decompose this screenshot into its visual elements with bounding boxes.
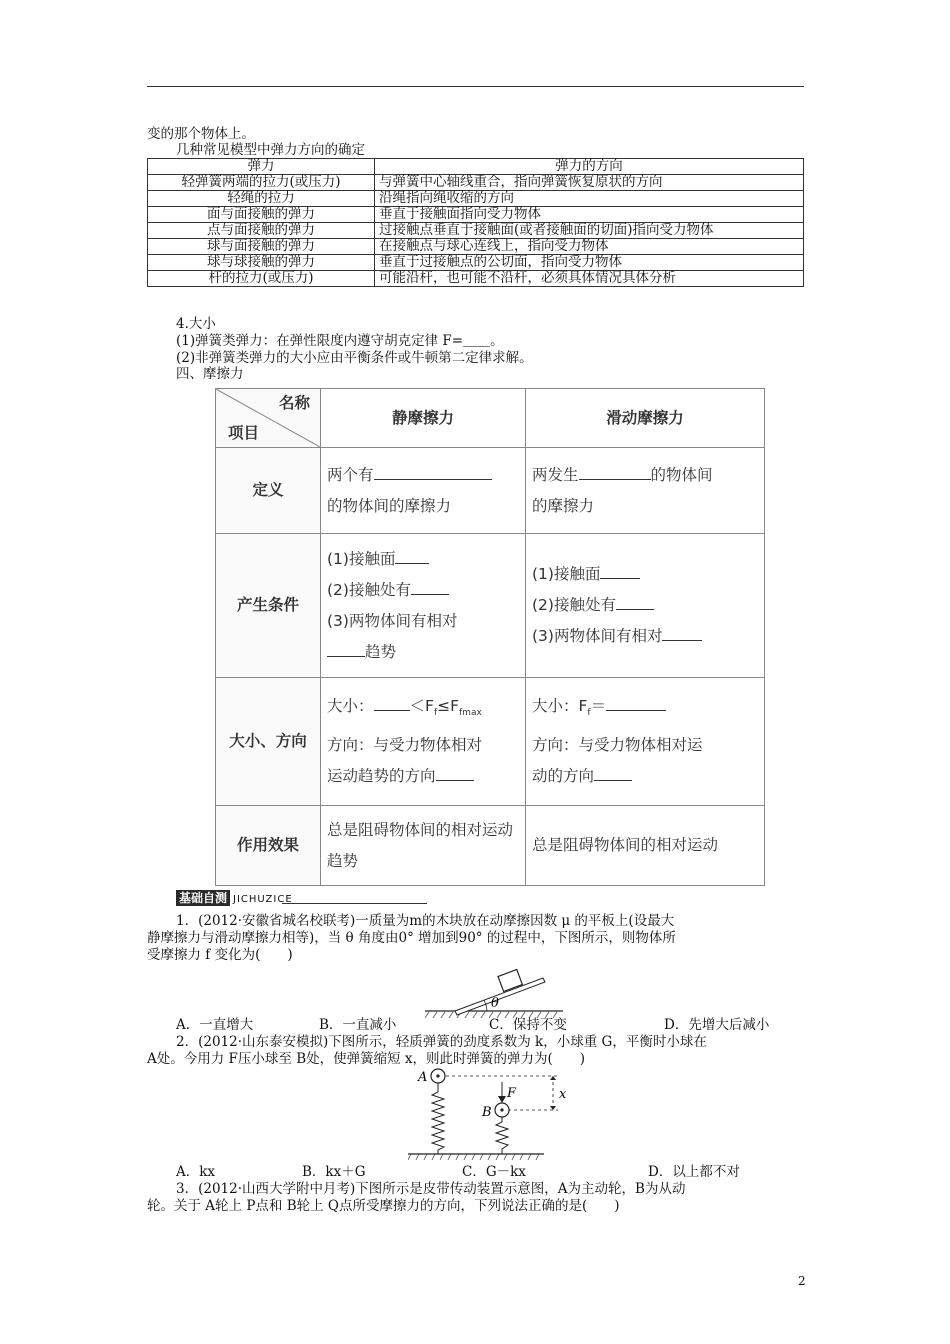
- blank-line: [374, 465, 492, 480]
- q1-option-d: D．先增大后减小: [664, 1017, 770, 1033]
- subscript: f: [587, 708, 591, 719]
- table-row: [148, 271, 804, 287]
- q1-option-b: B．一直减小: [319, 1017, 397, 1033]
- subscript: f: [433, 708, 438, 719]
- table-cell: 沿绳指向绳收缩的方向: [375, 191, 804, 207]
- table-cell: 垂直于过接触点的公切面，指向受力物体: [375, 255, 804, 271]
- label-f: F: [507, 1086, 517, 1101]
- subscript: fmax: [459, 708, 482, 719]
- table-header-row: [148, 159, 804, 175]
- row-header: 定义: [216, 448, 321, 534]
- table-header-row: [216, 389, 765, 448]
- size-text: ＜F: [409, 697, 434, 716]
- q2-option-c: C．G－kx: [462, 1164, 526, 1180]
- def-static-text: 的物体间的摩擦力: [327, 496, 452, 515]
- table-cell: 总是阻碍物体间的相对运动趋势: [321, 806, 526, 886]
- friction-table: [215, 388, 765, 886]
- theta-label: θ: [491, 996, 499, 1011]
- table-row: [148, 255, 804, 271]
- blank-line: [327, 642, 365, 657]
- table-cell: [321, 678, 526, 806]
- blank-line: [411, 580, 449, 595]
- corner-cell: [216, 389, 321, 448]
- intro-text: 变的那个物体上。: [147, 126, 255, 142]
- size-item-2: (2)非弹簧类弹力的大小应由平衡条件或牛顿第二定律求解。: [176, 350, 533, 366]
- label-a: A: [418, 1070, 428, 1085]
- q1-line-1: 1．(2012·安徽省城名校联考)一质量为m的木块放在动摩擦因数 μ 的平板上(设最大: [176, 913, 675, 929]
- blank-line: [436, 766, 474, 781]
- table1-caption: 几种常见模型中弹力方向的确定: [176, 142, 365, 158]
- blank-line: [662, 626, 702, 641]
- corner-bottom-label: 项目: [228, 424, 260, 442]
- table-header-cell: 弹力的方向: [375, 159, 804, 175]
- blank-line: [395, 549, 429, 564]
- size-text: 方向：与受力物体相对: [327, 735, 483, 754]
- q2-option-d: D．以上都不对: [648, 1164, 740, 1180]
- table-row: [216, 448, 765, 534]
- cond-text: (2)接触处有: [532, 596, 616, 614]
- size-text: 运动趋势的方向: [327, 766, 436, 785]
- row-header: 作用效果: [216, 806, 321, 886]
- table-cell: 总是阻碍物体间的相对运动: [526, 806, 765, 886]
- section-badge: [176, 887, 293, 903]
- q1-line-2: 静摩擦力与滑动摩擦力相等)，当 θ 角度由0° 增加到90° 的过程中，下图所示，则物体所: [147, 930, 676, 946]
- table-cell: [321, 448, 526, 534]
- q2-option-b: B．kx＋G: [302, 1164, 366, 1180]
- q1-line-3: 受摩擦力 f 变化为( ): [147, 947, 293, 963]
- page-number: 2: [798, 1274, 806, 1288]
- table-cell: 点与面接触的弹力: [148, 223, 375, 239]
- q1-option-a: A．一直增大: [176, 1017, 254, 1033]
- col-header-sliding: 滑动摩擦力: [526, 389, 765, 448]
- size-text: ＝: [590, 697, 607, 716]
- cond-text: (3)两物体间有相对: [532, 627, 663, 645]
- size-text: 动的方向: [532, 766, 595, 785]
- cond-text: (1)接触面: [327, 549, 396, 568]
- def-sliding-text: 两发生: [532, 465, 579, 484]
- incline-diagram: [425, 960, 565, 1020]
- size-text: 大小：: [327, 697, 374, 716]
- elastic-force-table: [147, 158, 804, 287]
- table-cell: [321, 534, 526, 678]
- table-cell: 垂直于接触面指向受力物体: [375, 207, 804, 223]
- table-header-cell: 弹力: [148, 159, 375, 175]
- blank-line: [579, 465, 651, 480]
- table-row: [148, 223, 804, 239]
- blank-line: [606, 696, 666, 711]
- table-row: [148, 175, 804, 191]
- q3-line-1: 3．(2012·山西大学附中月考)下图所示是皮带传动装置示意图，A为主动轮，B为从动: [176, 1181, 686, 1197]
- def-static-text: 两个有: [327, 465, 374, 484]
- row-header: 大小、方向: [216, 678, 321, 806]
- table-row: [216, 678, 765, 806]
- corner-top-label: 名称: [278, 394, 310, 412]
- table-row: [216, 534, 765, 678]
- label-x: x: [559, 1087, 567, 1102]
- table-cell: 与弹簧中心轴线重合，指向弹簧恢复原状的方向: [375, 175, 804, 191]
- badge-underline: [282, 903, 427, 904]
- table-cell: [526, 448, 765, 534]
- cond-text: (2)接触处有: [327, 580, 411, 599]
- col-header-static: 静摩擦力: [321, 389, 526, 448]
- table-cell: 球与球接触的弹力: [148, 255, 375, 271]
- size-heading: 4.大小: [176, 316, 216, 332]
- table-row: [148, 239, 804, 255]
- header-rule: [147, 86, 804, 87]
- table-row: [148, 191, 804, 207]
- table-cell: 在接触点与球心连线上，指向受力物体: [375, 239, 804, 255]
- friction-heading: 四、摩擦力: [176, 366, 244, 382]
- q2-option-a: A．kx: [176, 1164, 216, 1180]
- table-cell: 球与面接触的弹力: [148, 239, 375, 255]
- row-header: 产生条件: [216, 534, 321, 678]
- def-sliding-text: 的摩擦力: [532, 496, 595, 515]
- table-cell: 杆的拉力(或压力): [148, 271, 375, 287]
- cond-text: (3)两物体间有相对: [327, 611, 458, 630]
- size-item-1: (1)弹簧类弹力：在弹性限度内遵守胡克定律 F=＿＿。: [176, 333, 504, 349]
- table-cell: 面与面接触的弹力: [148, 207, 375, 223]
- def-sliding-text: 的物体间: [650, 465, 713, 484]
- q2-line-1: 2．(2012·山东泰安模拟)下图所示，轻质弹簧的劲度系数为 k，小球重 G，平衡时小球在: [176, 1034, 707, 1050]
- blank-line: [600, 564, 640, 579]
- blank-line: [594, 766, 632, 781]
- size-text: 方向：与受力物体相对运: [532, 735, 703, 754]
- size-text: 大小：F: [532, 697, 588, 716]
- blank-line: [374, 696, 410, 711]
- cond-text: (1)接触面: [532, 565, 601, 583]
- table-row: [148, 207, 804, 223]
- blank-line: [616, 595, 654, 610]
- q1-option-c: C．保持不变: [489, 1017, 567, 1033]
- badge-pinyin: JICHUZICE: [233, 894, 293, 905]
- cond-text: 趋势: [365, 642, 397, 661]
- table-cell: 过接触点垂直于接触面(或者接触面的切面)指向受力物体: [375, 223, 804, 239]
- table-row: [216, 806, 765, 886]
- spring-diagram: [408, 1066, 578, 1164]
- size-text: ≤F: [437, 697, 460, 716]
- label-b: B: [482, 1105, 492, 1120]
- q2-line-2: A处。今用力 F压小球至 B处，使弹簧缩短 x，则此时弹簧的弹力为( ): [147, 1051, 586, 1067]
- q3-line-2: 轮。关于 A轮上 P点和 B轮上 Q点所受摩擦力的方向，下列说法正确的是( ): [147, 1198, 620, 1214]
- table-cell: 可能沿杆，也可能不沿杆，必须具体情况具体分析: [375, 271, 804, 287]
- table-cell: [526, 678, 765, 806]
- table-cell: [526, 534, 765, 678]
- table-cell: 轻弹簧两端的拉力(或压力): [148, 175, 375, 191]
- badge-title: 基础自测: [176, 890, 230, 906]
- table-cell: 轻绳的拉力: [148, 191, 375, 207]
